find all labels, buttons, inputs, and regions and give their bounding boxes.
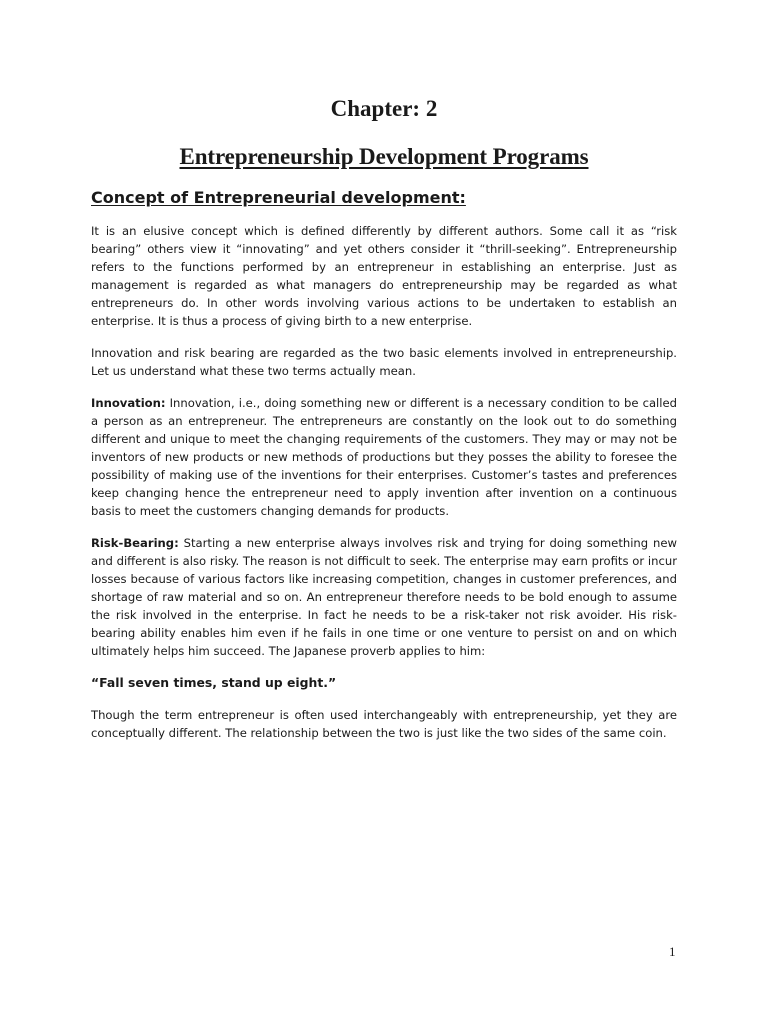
proverb-quote: “Fall seven times, stand up eight.”: [91, 675, 337, 690]
paragraph-innovation: [91, 394, 677, 520]
paragraph-definition: It is an elusive concept which is defined differently by different authors. Some call it as “risk bearing” others view it “innovating” and yet others consider it “thrill-seeking”. Entrepreneurship refers to the functions performed by an entrepreneur in establishing an enterprise. Just as management is regarded as what managers do entrepreneurship may be regarded as what entrepreneurs do. In other words involving various actions to be undertaken to establish an enterprise. It is thus a process of giving birth to a new enterprise.: [91, 224, 677, 328]
chapter-heading: Chapter: 2: [330, 96, 438, 121]
document-title: Entrepreneurship Development Programs: [179, 144, 589, 169]
section-heading: Concept of Entrepreneurial development:: [91, 188, 466, 207]
innovation-text: Innovation, i.e., doing something new or different is a necessary condition to be called a person as an entrepreneur. The entrepreneurs are constantly on the look out to do something different and unique to meet the changing requirements of the customers. They may or may not be inventors of new products or new methods of productions but they posses the ability to foresee the possibility of making use of the inventions for their enterprises. Customer’s tastes and preferences keep changing hence the entrepreneur need to apply invention after invention on a continuous basis to meet the customers changing demands for products.: [91, 396, 677, 518]
risk-bearing-lead: Risk-Bearing:: [91, 536, 179, 550]
page-number: 1: [669, 944, 676, 959]
paragraph-conclusion: Though the term entrepreneur is often used interchangeably with entrepreneurship, yet they are conceptually different. The relationship between the two is just like the two sides of the same coin.: [91, 708, 677, 740]
document-body: [91, 222, 677, 756]
paragraph-risk-bearing: [91, 534, 677, 660]
paragraph-elements: Innovation and risk bearing are regarded as the two basic elements involved in entrepreneurship. Let us understand what these two terms actually mean.: [91, 346, 677, 378]
innovation-lead: Innovation:: [91, 396, 166, 410]
risk-bearing-text: Starting a new enterprise always involves risk and trying for doing something new and different is also risky. The reason is not difficult to seek. The enterprise may earn profits or incur losses because of various factors like increasing competition, changes in customer preferences, and shortage of raw material and so on. An entrepreneur therefore needs to be bold enough to assume the risk involved in the enterprise. In fact he needs to be a risk-taker not risk avoider. His risk-bearing ability enables him even if he fails in one time or one venture to persist on and on which ultimately helps him succeed. The Japanese proverb applies to him:: [91, 536, 677, 658]
